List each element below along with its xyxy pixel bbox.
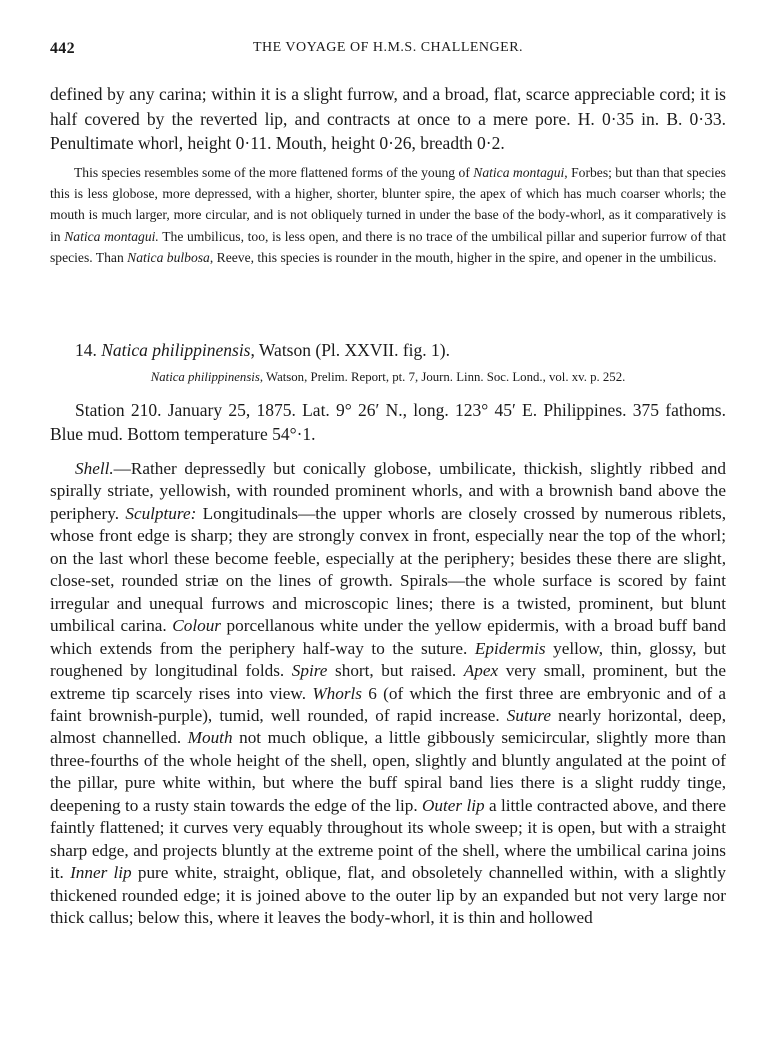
term-text: very small, prominent, but the extreme tip scarcely rises into view. <box>50 661 726 703</box>
term-label: Shell. <box>75 459 114 478</box>
description-text <box>50 458 726 930</box>
term-text: not much oblique, a little gibbously semicircular, slightly more than three-fourths of the whole height of the shell, open, slightly and bluntly angulated at the point of the pillar, pure white within, but where the buff spiral band lies there is a slight ruddy tinge, deepening to a rusty stain towards the edge of the lip. <box>50 728 726 815</box>
running-head: THE VOYAGE OF H.M.S. CHALLENGER. <box>252 40 524 55</box>
remark-paragraph <box>50 162 726 268</box>
citation-reference: , Watson, Prelim. Report, pt. 7, Journ. Linn. Soc. Lond., vol. xv. p. 252. <box>259 370 626 384</box>
term-text: pure white, straight, oblique, flat, and obsoletely channelled within, with a slightly thickened rounded edge; it is joined above to the outer lip by an expanded but not very large nor thick callus; below this, where it leaves the body-whorl, it is thin and hollowed <box>50 863 726 928</box>
remark-run: The umbilicus, too, is less open, and there is no trace of the umbilical pillar and superior furrow of that species. Than <box>50 228 726 265</box>
species-name: Natica montagui <box>473 165 565 180</box>
remark-text <box>50 162 726 268</box>
term-label: Sculpture: <box>125 503 197 523</box>
term-text: porcellanous white under the yellow epidermis, with a broad buff band which extends from the periphery half-way to the suture. <box>50 616 726 658</box>
term-text: Longitudinals—the upper whorls are closely crossed by numerous riblets, whose front edge is sharp; they are strongly convex in front, especially near the top of the whorl; on the last whorl these become feeble, especially at the periphery; besides these there are slight, close-set, rounded striæ on the lines of growth. Spirals—the whole surface is scored by faint irregular and unequal furrows and microscopic lines; there is a twisted, prominent, but blunt umbilical carina. <box>50 503 726 636</box>
term-label: Outer lip <box>422 795 485 815</box>
term-label: Spire <box>291 661 328 681</box>
term-label: Suture <box>506 705 552 725</box>
term-text: yellow, thin, glossy, but roughened by longitudinal folds. <box>50 638 727 681</box>
term-label: Whorls <box>312 683 362 703</box>
intro-text: defined by any carina; within it is a slight furrow, and a broad, flat, scarce appreciable cord; it is half covered by the reverted lip, and contracts at once to a mere pore. H. 0·35 in. B. 0·33. Penultimate whorl, height 0·11. Mouth, height 0·26, breadth 0·2. <box>50 84 726 153</box>
remark-run: This species resembles some of the more flattened forms of the young of <box>74 165 474 180</box>
remark-run: , Forbes; but than that species this is less globose, more depressed, with a higher, shorter, blunter spire, the apex of which has much coarser whorls; the mouth is much larger, more circular, and is not obliquely turned in under the base of the body-whorl, as it comparatively is in <box>50 165 726 244</box>
term-label: Colour <box>172 616 221 636</box>
term-text: —Rather depressedly but conically globose, umbilicate, thickish, slightly ribbed and spirally striate, yellowish, with rounded prominent whorls, and with a brownish band above the periphery. <box>50 459 726 523</box>
term-text: nearly horizontal, deep, almost channelled. <box>50 705 726 748</box>
page-number: 442 <box>50 40 75 57</box>
term-label: Apex <box>463 661 499 681</box>
species-authority: , Watson (Pl. XXVII. fig. 1). <box>250 340 450 360</box>
species-name: Natica montagui. <box>64 228 159 244</box>
species-heading <box>75 340 726 361</box>
term-label: Epidermis <box>474 638 546 658</box>
species-number: 14. <box>75 340 97 360</box>
station-text: Station 210. January 25, 1875. Lat. 9° 26′ N., long. 123° 45′ E. Philippines. 375 fathoms. Blue mud. Bottom temperature 54°·1. <box>50 400 726 444</box>
remark-run: , Reeve, this species is rounder in the mouth, higher in the spire, and opener in the umbilicus. <box>209 249 717 265</box>
term-label: Mouth <box>187 728 233 748</box>
species-name: Natica philippinensis <box>101 340 251 360</box>
station-paragraph <box>50 398 726 446</box>
intro-paragraph <box>50 82 726 156</box>
page-header <box>50 40 726 64</box>
term-text: 6 (of which the first three are embryonic and of a faint brownish-purple), tumid, well rounded, of rapid increase. <box>50 683 726 725</box>
term-label: Inner lip <box>70 863 132 883</box>
description-paragraph <box>50 458 726 930</box>
species-name: Natica bulbosa <box>127 249 210 265</box>
term-text: short, but raised. <box>327 661 464 681</box>
citation-species: Natica philippinensis <box>150 370 260 384</box>
citation <box>50 370 726 385</box>
term-text: a little contracted above, and there faintly flattened; it curves very equably throughout its whole sweep; it is open, but with a straight sharp edge, and projects bluntly at the extreme point of the shell, where the umbilical carina joins it. <box>50 795 726 883</box>
